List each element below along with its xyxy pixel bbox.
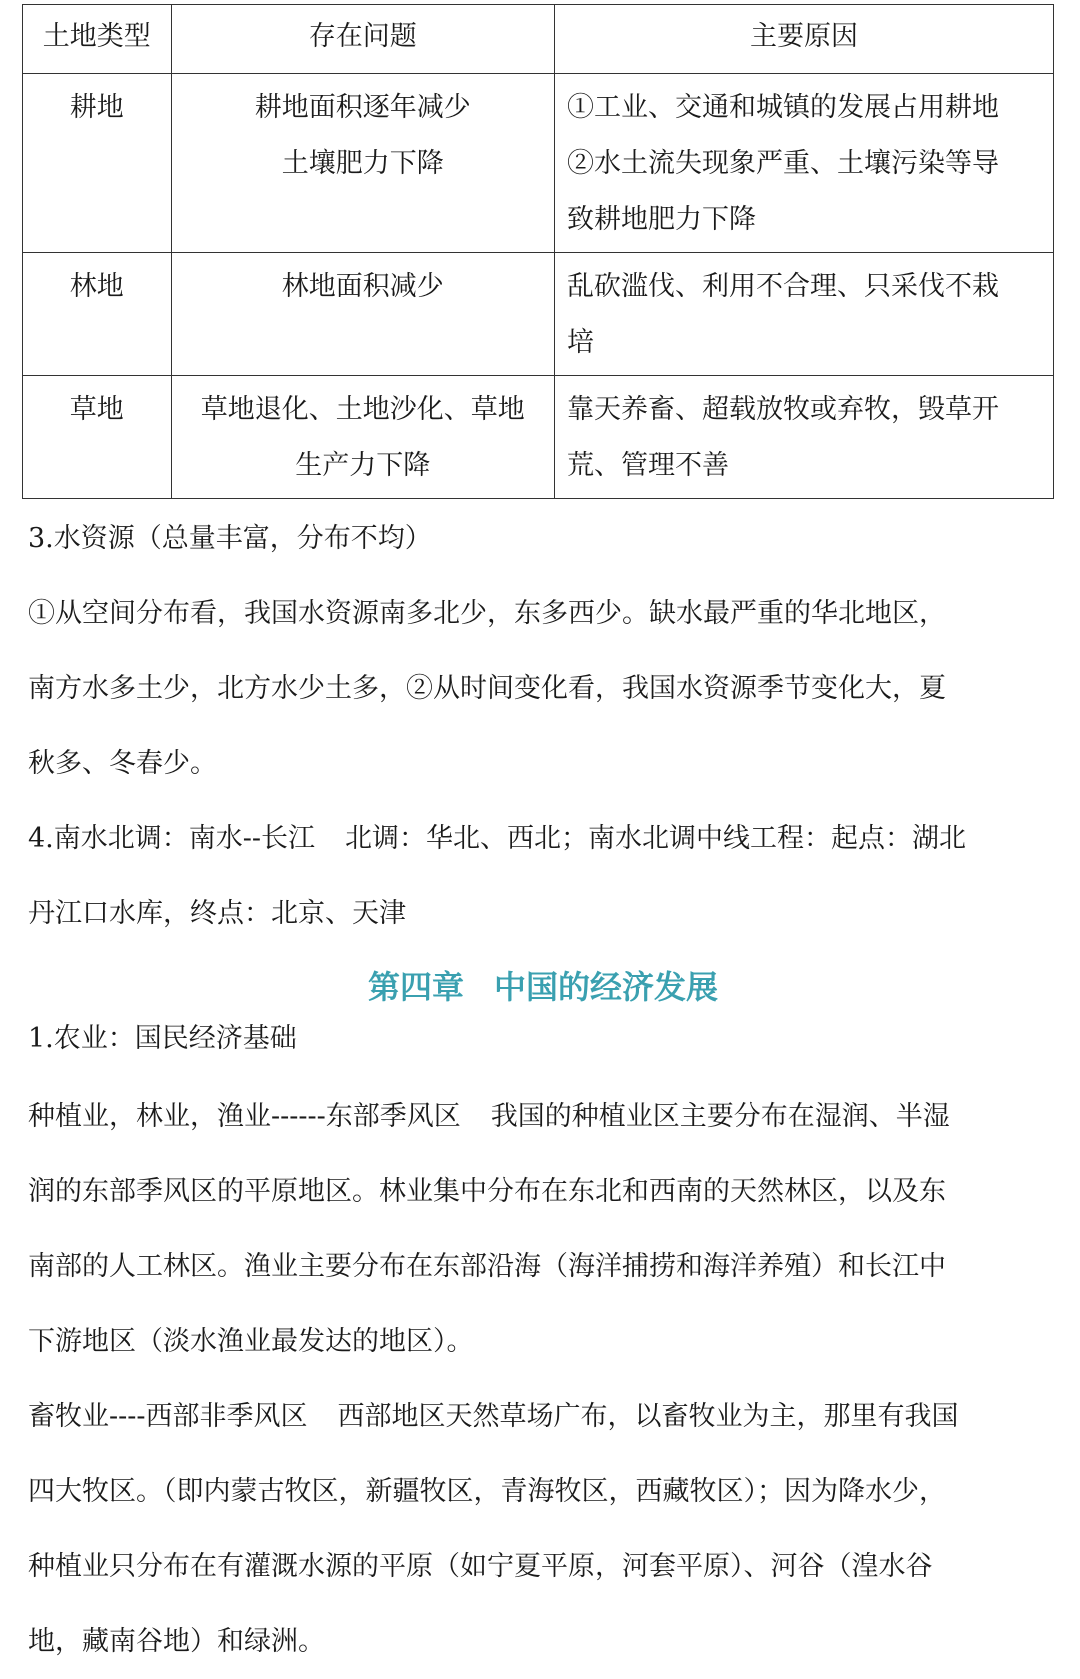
- agri-line: [28, 1379, 1058, 1454]
- land-type-cell: 草地: [23, 376, 172, 499]
- water-transfer-section: [28, 801, 1058, 951]
- cause-line: ①工业、交通和城镇的发展占用耕地: [567, 92, 1000, 123]
- water-heading: 3.水资源（总量丰富，分布不均）: [28, 523, 432, 554]
- problems-cell: [171, 253, 555, 376]
- problem-line: 生产力下降: [295, 450, 431, 481]
- agri-part: 我国的种植业区主要分布在湿润、半湿: [490, 1101, 950, 1132]
- table-row: [23, 253, 1054, 376]
- land-type-cell: 耕地: [23, 74, 172, 253]
- agri-line: 种植业只分布在有灌溉水源的平原（如宁夏平原，河套平原）、河谷（湟水谷: [28, 1551, 933, 1582]
- cause-line: 荒、管理不善: [567, 450, 730, 481]
- chapter-name: 中国的经济发展: [494, 968, 719, 1006]
- agri-line: 四大牧区。（即内蒙古牧区，新疆牧区，青海牧区，西藏牧区）；因为降水少，: [28, 1476, 946, 1507]
- cause-line: 培: [567, 327, 595, 358]
- agri-line: [28, 1079, 1058, 1154]
- problems-cell: [171, 74, 555, 253]
- water-line: 南方水多土少，北方水少土多，②从时间变化看，我国水资源季节变化大，夏: [28, 673, 946, 704]
- agri-heading: 1.农业：国民经济基础: [28, 1023, 297, 1054]
- agri-part: 畜牧业----西部非季风区: [28, 1401, 308, 1432]
- water-line: 秋多、冬春少。: [28, 748, 217, 779]
- problem-line: 耕地面积逐年减少: [254, 92, 471, 123]
- agri-line: 地，藏南谷地）和绿洲。: [28, 1626, 325, 1657]
- water-section: [28, 501, 1058, 801]
- problem-line: 林地面积减少: [281, 271, 444, 302]
- problem-line: 草地退化、土地沙化、草地: [200, 394, 525, 425]
- agri-line: 下游地区（淡水渔业最发达的地区）。: [28, 1326, 474, 1357]
- agri-line: 南部的人工林区。渔业主要分布在东部沿海（海洋捕捞和海洋养殖）和长江中: [28, 1251, 946, 1282]
- chapter-title: [28, 957, 1058, 1017]
- problem-line: 土壤肥力下降: [281, 148, 444, 179]
- header-land-type: 土地类型: [23, 5, 172, 74]
- transfer-part: 4.南水北调：南水--长江: [28, 823, 316, 854]
- causes-cell: [555, 74, 1054, 253]
- cause-line: 致耕地肥力下降: [567, 204, 757, 235]
- transfer-line: [28, 801, 1058, 876]
- causes-cell: [555, 376, 1054, 499]
- causes-cell: [555, 253, 1054, 376]
- cause-line: 靠天养畜、超载放牧或弃牧，毁草开: [567, 394, 1000, 425]
- header-problems: 存在问题: [171, 5, 555, 74]
- table-header-row: [23, 5, 1054, 74]
- header-causes: 主要原因: [555, 5, 1054, 74]
- agri-line: 润的东部季风区的平原地区。林业集中分布在东北和西南的天然林区，以及东: [28, 1176, 946, 1207]
- agriculture-section: [28, 1009, 1058, 1679]
- agri-part: 种植业，林业，渔业------东部季风区: [28, 1101, 461, 1132]
- land-type-cell: 林地: [23, 253, 172, 376]
- problems-cell: [171, 376, 555, 499]
- water-line: ①从空间分布看，我国水资源南多北少，东多西少。缺水最严重的华北地区，: [28, 598, 946, 629]
- agri-part: 西部地区天然草场广布，以畜牧业为主，那里有我国: [337, 1401, 959, 1432]
- land-problems-table: [22, 4, 1054, 499]
- transfer-line: 丹江口水库，终点：北京、天津: [28, 898, 406, 929]
- cause-line: 乱砍滥伐、利用不合理、只采伐不栽: [567, 271, 1000, 302]
- transfer-part: 北调：华北、西北；南水北调中线工程：起点：湖北: [345, 823, 967, 854]
- cause-line: ②水土流失现象严重、土壤污染等导: [567, 148, 1000, 179]
- table-row: [23, 376, 1054, 499]
- chapter-number: 第四章: [367, 968, 464, 1006]
- table-row: [23, 74, 1054, 253]
